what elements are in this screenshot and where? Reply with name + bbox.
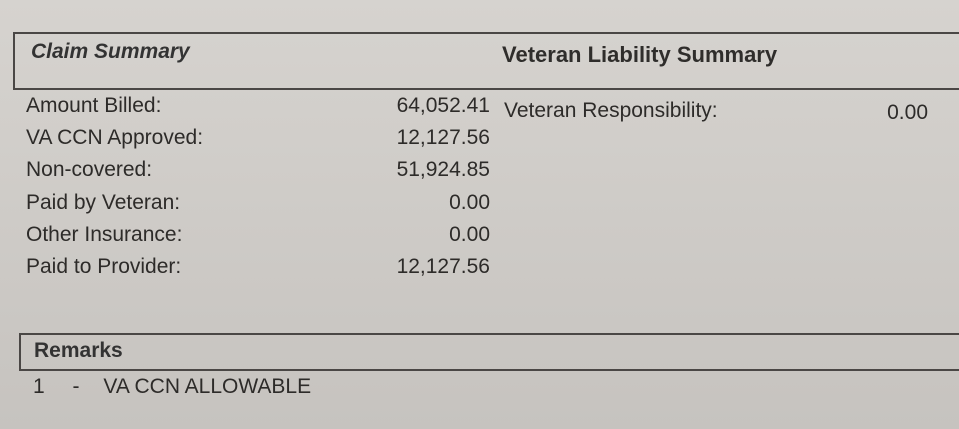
claim-row-label: Amount Billed: <box>26 94 162 117</box>
remark-number: 1 <box>33 375 45 398</box>
claim-row-va-ccn-approved <box>0 122 500 154</box>
summary-header-box <box>13 32 959 90</box>
claim-row-value: 51,924.85 <box>396 158 490 181</box>
claim-row-paid-to-provider <box>0 251 500 283</box>
claim-row-other-insurance <box>0 219 500 251</box>
veteran-responsibility-label: Veteran Responsibility: <box>504 99 718 122</box>
claim-summary-title: Claim Summary <box>31 40 190 63</box>
remark-item <box>33 372 311 402</box>
liability-summary-title: Veteran Liability Summary <box>502 42 778 67</box>
claim-row-value: 0.00 <box>449 223 490 246</box>
claim-row-amount-billed <box>0 90 500 122</box>
claim-row-non-covered <box>0 154 500 186</box>
claim-row-label: VA CCN Approved: <box>26 126 204 149</box>
claim-row-value: 12,127.56 <box>396 126 490 149</box>
claim-row-label: Paid by Veteran: <box>26 191 181 214</box>
claim-row-value: 64,052.41 <box>396 94 490 117</box>
remark-separator: - <box>72 375 80 398</box>
remarks-title: Remarks <box>34 339 123 362</box>
claim-row-paid-by-veteran <box>0 187 500 219</box>
claim-row-label: Other Insurance: <box>26 223 183 246</box>
remark-text: VA CCN ALLOWABLE <box>103 375 312 398</box>
remarks-header-box <box>19 333 959 371</box>
claim-row-label: Non-covered: <box>26 158 153 181</box>
claim-row-value: 0.00 <box>449 191 490 214</box>
claim-row-label: Paid to Provider: <box>26 255 182 278</box>
claim-row-value: 12,127.56 <box>396 255 490 278</box>
veteran-responsibility-value: 0.00 <box>887 101 928 124</box>
